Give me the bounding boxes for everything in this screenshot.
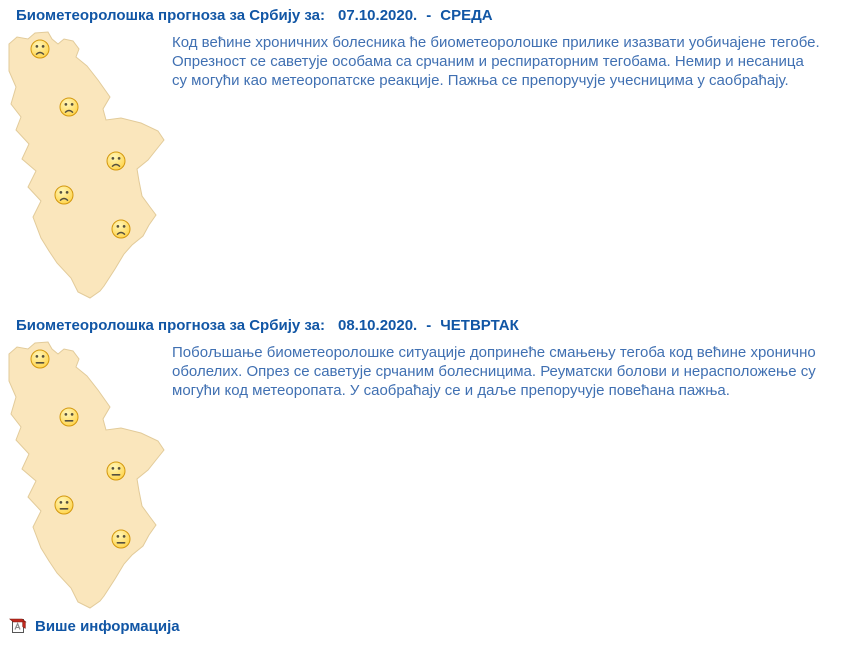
neutral-smiley-marker (60, 408, 78, 426)
more-info-label[interactable]: Више информација (35, 617, 180, 635)
title-separator: - (426, 317, 432, 334)
neutral-smiley-marker (107, 462, 125, 480)
title-separator: - (426, 7, 432, 24)
forecast-text-wednesday: Код већине хроничних болесника ће биометеоролошке прилике изазвати уобичајене тегобе. Опрезност се саветује особама са срчаним и респираторним тегобама. Немир и несаница су могући као метеоропатске реакције. Пажња се препоручује учесницима у саобраћају. (172, 34, 820, 89)
title-date: 07.10.2020. (337, 7, 418, 24)
serbia-map-thursday (4, 340, 176, 616)
pdf-icon-svg (9, 617, 27, 635)
section-title-wednesday (16, 7, 493, 24)
sad-smiley-marker (60, 98, 78, 116)
title-date: 08.10.2020. (337, 317, 418, 334)
pdf-icon[interactable] (9, 617, 27, 635)
serbia-outline (9, 32, 164, 298)
title-day: СРЕДА (440, 7, 493, 24)
title-day: ЧЕТВРТАК (440, 317, 519, 334)
sad-smiley-marker (107, 152, 125, 170)
sad-smiley-marker (31, 40, 49, 58)
serbia-map-svg (4, 340, 176, 616)
more-info-link[interactable] (9, 617, 180, 635)
neutral-smiley-marker (55, 496, 73, 514)
sad-smiley-marker (55, 186, 73, 204)
forecast-text-thursday: Побољшање биометеоролошке ситуације допринеће смањењу тегоба код већине хронично оболелих. Опрез се саветује срчаним болесницима. Реуматски болови и нерасположење су могући код метеоропата. У саобраћају се и даље препоручује повећана пажња. (172, 344, 816, 399)
section-title-thursday (16, 317, 519, 334)
serbia-outline (9, 342, 164, 608)
sad-smiley-marker (112, 220, 130, 238)
serbia-map-wednesday (4, 30, 176, 306)
neutral-smiley-marker (31, 350, 49, 368)
title-prefix: Биометеоролошка прогноза за Србију за: (16, 317, 325, 334)
serbia-map-svg (4, 30, 176, 306)
neutral-smiley-marker (112, 530, 130, 548)
title-prefix: Биометеоролошка прогноза за Србију за: (16, 7, 325, 24)
